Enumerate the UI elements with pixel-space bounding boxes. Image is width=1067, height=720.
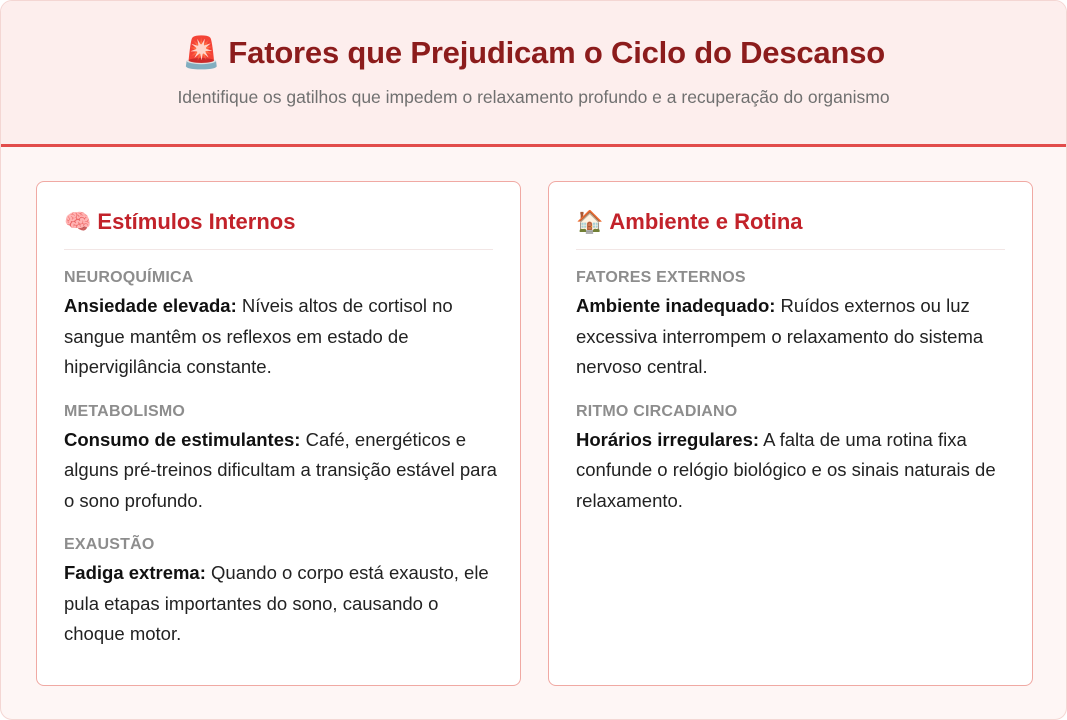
page-title [1,34,1066,71]
house-icon: 🏠 [576,209,604,234]
factor-list [64,268,500,669]
card-internal-stimuli [36,181,521,686]
factor-text: Quando o corpo está exausto, ele pula etapas importantes do sono, causando o choque motor. [64,562,489,644]
factor-description [64,291,500,383]
page-title-text: Fatores que Prejudicam o Ciclo do Descanso [228,35,885,70]
factor-item [64,402,500,517]
factor-term: Horários irregulares: [576,428,760,450]
factor-item [576,268,1012,383]
card-title-text: Ambiente e Rotina [609,209,803,234]
factor-description [64,558,500,650]
card-title [64,209,493,250]
factor-term: Fadiga extrema: [64,562,206,583]
factor-text: Ruídos externos ou luz excessiva interrompem o relaxamento do sistema nervoso central. [576,295,984,377]
brain-icon: 🧠 [64,209,92,234]
factor-list [576,268,1012,535]
factor-text: Café, energéticos e alguns pré-treinos dificultam a transição estável para o sono profundo. [64,428,497,511]
card-title-text: Estímulos Internos [97,209,296,234]
factor-item [64,535,500,650]
factor-item [576,402,1012,517]
siren-icon: 🚨 [182,35,221,70]
factor-text: A falta de uma rotina fixa confunde o relógio biológico e os sinais naturais de relaxamento. [576,428,996,511]
factor-category: METABOLISMO [64,402,186,420]
factor-text: Níveis altos de cortisol no sangue mantêm os reflexos em estado de hipervigilância constante. [64,295,453,377]
header [1,1,1066,147]
factor-category: FATORES EXTERNOS [576,269,746,286]
card-title [576,209,1005,250]
factor-description [576,425,1012,517]
factor-term: Consumo de estimulantes: [64,428,301,450]
card-environment-routine [548,181,1033,686]
factor-category: NEUROQUÍMICA [64,269,194,286]
factor-term: Ambiente inadequado: [576,295,776,316]
factor-category: RITMO CIRCADIANO [576,402,738,420]
factor-description [576,291,1012,383]
factor-description [64,425,500,517]
factor-term: Ansiedade elevada: [64,295,237,316]
factor-item [64,268,500,383]
page-subtitle: Identifique os gatilhos que impedem o relaxamento profundo e a recuperação do organismo [177,87,890,107]
factor-category: EXAUSTÃO [64,536,155,553]
